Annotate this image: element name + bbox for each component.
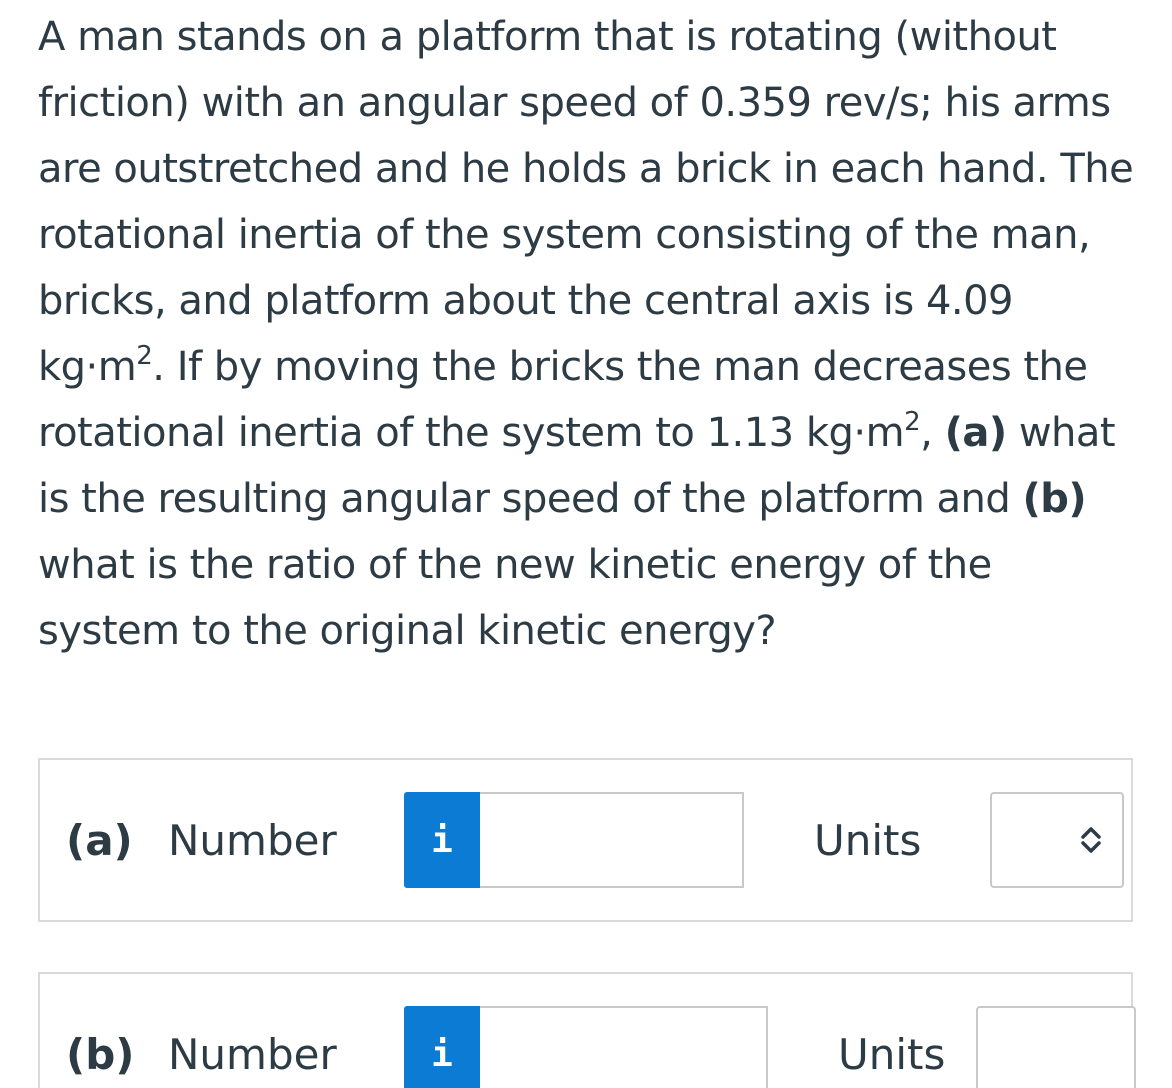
part-a-question: what is the resulting angular speed of the platform and [38,410,1116,522]
info-button-b[interactable] [404,1006,480,1088]
number-input-a[interactable] [480,792,744,888]
part-b-tag: (b) [1022,476,1087,522]
number-label-b: Number [168,1030,337,1079]
units-label-b: Units [838,1030,946,1079]
part-label-b: (b) [66,1030,135,1079]
units-select-b[interactable] [976,1006,1136,1088]
part-label-a: (a) [66,816,133,865]
problem-text-2: . If by moving the bricks the man decreases the rotational inertia of the system to 1.13 kg·m [38,344,1088,456]
problem-text-1: A man stands on a platform that is rotating (without friction) with an angular speed of 0.359 rev/s; his arms are outstretched and he holds a brick in each hand. The rotational inertia of the system consisting of the man, bricks, and platform about the central axis is 4.09 kg·m [38,14,1134,390]
answer-row-b [38,972,1133,1088]
answer-row-a [38,758,1133,922]
info-icon: i [431,1033,453,1075]
info-button-a[interactable] [404,792,480,888]
units-select-a[interactable] [990,792,1124,888]
chevron-up-down-icon [1078,825,1104,855]
superscript-2: 2 [904,407,921,437]
part-a-tag: (a) [944,410,1007,456]
problem-statement [38,4,1138,664]
part-b-question: what is the ratio of the new kinetic energy of the system to the original kinetic energy? [38,542,992,654]
units-label-a: Units [814,816,922,865]
info-icon: i [431,819,453,861]
number-label-a: Number [168,816,337,865]
problem-text-3: , [920,410,945,456]
superscript-1: 2 [136,341,153,371]
number-input-b[interactable] [480,1006,768,1088]
